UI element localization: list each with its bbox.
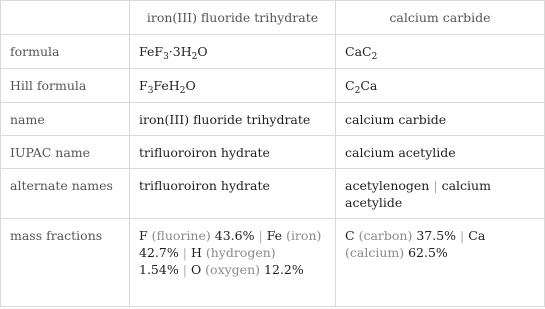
mass-fractions-iron-fluoride: F (fluorine) 43.6% | Fe (iron) 42.7% | H (hydrogen) 1.54% | O (oxygen) 12.2% (130, 219, 336, 307)
header-row (1, 1, 545, 35)
iupac-name-calcium-carbide: calcium acetylide (336, 136, 545, 169)
hill-formula-iron-fluoride: $F_3FeH_2O$ (130, 69, 336, 103)
mass-fractions-label: mass fractions (1, 219, 130, 307)
mass-fractions-calcium-carbide: C (carbon) 37.5% | Ca (calcium) 62.5% (336, 219, 545, 307)
formula-calcium-carbide: CaC$_2$ (336, 35, 545, 69)
alternate-names-row (1, 169, 545, 219)
alternate-names-calcium-carbide: acetylenogen | calcium acetylide (336, 169, 545, 219)
header-iron-fluoride: iron(III) fluoride trihydrate (130, 1, 336, 35)
header-empty-cell (1, 1, 130, 35)
alternate-names-iron-fluoride: trifluoroiron hydrate (130, 169, 336, 219)
name-iron-fluoride: iron(III) fluoride trihydrate (130, 103, 336, 136)
name-row (1, 103, 545, 136)
formula-row (1, 35, 545, 69)
header-calcium-carbide: calcium carbide (336, 1, 545, 35)
name-calcium-carbide: calcium carbide (336, 103, 545, 136)
iupac-name-label: IUPAC name (1, 136, 130, 169)
hill-formula-row (1, 69, 545, 103)
mass-fractions-row (1, 219, 545, 307)
formula-label: formula (1, 35, 130, 69)
iupac-name-row (1, 136, 545, 169)
name-label: name (1, 103, 130, 136)
alternate-names-label: alternate names (1, 169, 130, 219)
hill-formula-calcium-carbide: $C_2Ca$ (336, 69, 545, 103)
formula-iron-fluoride: $FeF_3\cdot 3H_2O$ (130, 35, 336, 69)
iupac-name-iron-fluoride: trifluoroiron hydrate (130, 136, 336, 169)
hill-formula-label: Hill formula (1, 69, 130, 103)
